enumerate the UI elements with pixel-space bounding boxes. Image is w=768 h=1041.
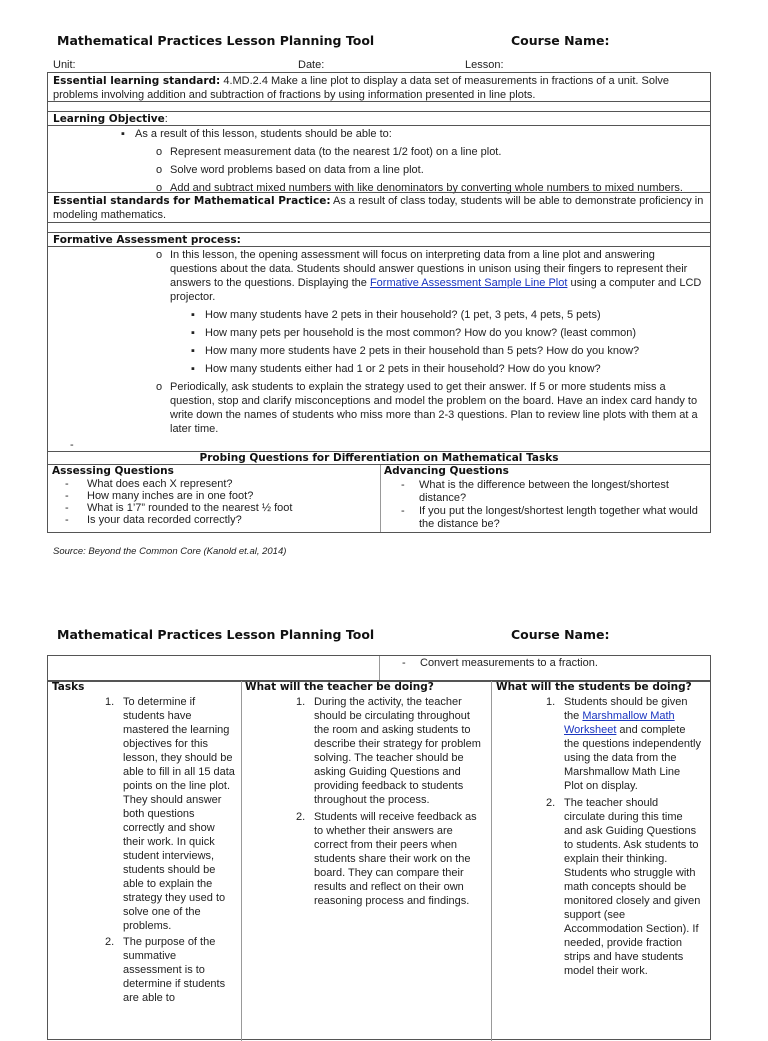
formative-text: using a computer and LCD projector. xyxy=(170,277,702,303)
formative-text: Periodically, ask students to explain the strategy used to get their answer. If 5 or more students miss a question, stop and clarify misconceptions and model the problem on the board. Have an index card handy to write down the names of students who miss more than 2-3 questions. Plan to review line plots with them at a later time. xyxy=(170,381,698,435)
practice-label: Essential standards for Mathematical Practice: xyxy=(53,195,331,207)
formative-label: Formative Assessment process: xyxy=(53,234,241,246)
students-text: and complete the questions independently using the data from the Marshmallow Math Line Plot on display. xyxy=(564,724,701,792)
advancing-column xyxy=(384,465,708,531)
objective-text: Represent measurement data (to the nearest 1/2 foot) on a line plot. xyxy=(170,146,502,158)
advancing-label: Advancing Questions xyxy=(384,465,509,477)
objective-colon: : xyxy=(164,113,168,125)
assessing-item: - How many inches are in one foot? xyxy=(65,490,254,502)
tasks-label: Tasks xyxy=(52,681,85,693)
objective-text: Solve word problems based on data from a line plot. xyxy=(170,164,424,176)
students-text: The teacher should circulate during this time and ask Guiding Questions to students. Ask students to explain their thinking. Students who struggle with math concepts should be monitored closely and given support (see Accommodation Section). If needed, provide fraction strips and have students model their work. xyxy=(564,797,701,977)
objective-intro-text: As a result of this lesson, students should be able to: xyxy=(135,128,392,140)
teacher-item: 1. During the activity, the teacher should be circulating throughout the room and asking students to describe their strategy for problem solving. The teacher should be asking Guiding Questions and providing feedback to students throughout the process. xyxy=(296,696,481,806)
advancing-item: - What is the difference between the longest/shortest distance? xyxy=(401,479,669,504)
standard-label: Essential learning standard: xyxy=(53,75,221,87)
learning-objectives xyxy=(47,125,711,193)
tasks-column xyxy=(48,681,242,1041)
bullet-icon: ▪ xyxy=(191,363,195,375)
question-text: How many more students have 2 pets in their household than 5 pets? How do you know? xyxy=(205,345,640,357)
objective-item xyxy=(156,145,710,159)
page-title: Mathematical Practices Lesson Planning Tool xyxy=(57,627,375,642)
column-divider xyxy=(379,656,380,681)
objective-intro xyxy=(121,127,710,141)
marshmallow-worksheet-link[interactable]: Marshmallow Math Worksheet xyxy=(564,710,675,736)
objective-text: Add and subtract mixed numbers with like denominators by converting whole numbers to mixed numbers. xyxy=(170,182,683,194)
formative-sample-link[interactable]: Formative Assessment Sample Line Plot xyxy=(369,277,568,289)
circle-bullet-icon: o xyxy=(156,381,163,393)
question-item xyxy=(191,326,702,340)
standard-text: 4.MD.2.4 Make a line plot to display a data set of measurements in fractions of a unit. Solve problems involving addition and subtraction of fractions by using information presented in line plots. xyxy=(53,75,670,101)
probing-questions xyxy=(47,464,711,533)
probing-title: Probing Questions for Differentiation on Mathematical Tasks xyxy=(199,452,559,464)
students-column xyxy=(492,681,710,978)
empty-dash-item: - xyxy=(70,439,74,451)
question-item xyxy=(191,308,702,322)
teacher-text: During the activity, the teacher should be circulating throughout the room and asking students to describe their strategy for problem solving. The teacher should be asking Guiding Questions and providing feedback to students throughout the process. xyxy=(314,696,481,806)
practice-text: As a result of class today, students will be able to demonstrate proficiency in modeling mathematics. xyxy=(53,195,704,221)
essential-learning-standard xyxy=(47,72,711,102)
circle-bullet-icon: o xyxy=(156,146,163,158)
bullet-icon: ▪ xyxy=(191,327,195,339)
probing-header xyxy=(47,451,711,465)
advancing-text: If you put the longest/shortest length together what would the distance be? xyxy=(419,505,698,530)
assessing-text: What does each X represent? xyxy=(87,478,233,490)
date-label: Date: xyxy=(298,59,325,71)
course-name-label: Course Name: xyxy=(511,33,610,48)
page-title: Mathematical Practices Lesson Planning Tool xyxy=(57,33,375,48)
mathematical-practice-standards xyxy=(47,192,711,223)
bullet-icon: ▪ xyxy=(191,345,195,357)
objective-item xyxy=(156,163,710,177)
tasks-table xyxy=(47,680,711,1040)
teacher-item: 2. Students will receive feedback as to whether their answers are correct from their peers when students share their work on the board. They can compare their results and reflect on their own reasoning process and findings. xyxy=(296,811,477,907)
students-item: 1. Students should be given the Marshmallow Math Worksheet and complete the questions independently using the data from the Marshmallow Math Line Plot on display. xyxy=(546,696,701,792)
task-text: The purpose of the summative assessment is to determine if students are able to xyxy=(123,936,226,1004)
assessing-item: - What does each X represent? xyxy=(65,478,233,490)
continued-row xyxy=(47,655,711,682)
assessing-text: Is your data recorded correctly? xyxy=(87,514,242,526)
continued-text: Convert measurements to a fraction. xyxy=(420,657,598,669)
question-item xyxy=(191,344,702,358)
assessing-column xyxy=(48,465,381,532)
advancing-item: - If you put the longest/shortest length together what would the distance be? xyxy=(401,505,698,530)
formative-content xyxy=(47,246,711,452)
teacher-column xyxy=(241,681,492,1041)
bullet-icon: ▪ xyxy=(121,128,125,140)
assessing-label: Assessing Questions xyxy=(52,465,174,477)
task-text: To determine if students have mastered the learning objectives for this lesson, they should be able to fill in all 15 data points on the line plot. They should answer both questions correctly and show their work. In quick student interviews, students should be able to explain the strategy they used to solve one of the problems. xyxy=(123,696,235,932)
teacher-text: Students will receive feedback as to whether their answers are correct from their peers when students share their work on the board. They can compare their results and reflect on their own reasoning process and findings. xyxy=(314,811,477,907)
question-text: How many students have 2 pets in their household? (1 pet, 3 pets, 4 pets, 5 pets) xyxy=(205,309,601,321)
circle-bullet-icon: o xyxy=(156,182,163,194)
assessing-text: How many inches are in one foot? xyxy=(87,490,254,502)
bullet-icon: ▪ xyxy=(191,309,195,321)
students-item: 2. The teacher should circulate during this time and ask Guiding Questions to students. Ask students to explain their thinking. Students who struggle with math concepts should be monitored closely and given support (see Accommodation Section). If needed, provide fraction strips and have students model their work. xyxy=(546,797,701,977)
course-name-label: Course Name: xyxy=(511,627,610,642)
formative-header xyxy=(47,232,711,247)
teacher-label: What will the teacher be doing? xyxy=(245,681,434,693)
task-item: 2. The purpose of the summative assessment is to determine if students are able to xyxy=(105,936,226,1004)
learning-objective-header xyxy=(47,111,711,126)
assessing-text: What is 1’7” rounded to the nearest ½ foot xyxy=(87,502,293,514)
lesson-label: Lesson: xyxy=(465,59,504,71)
assessing-item: - Is your data recorded correctly? xyxy=(65,514,242,526)
advancing-text: What is the difference between the longest/shortest distance? xyxy=(419,479,669,504)
circle-bullet-icon: o xyxy=(156,249,163,261)
question-text: How many students either had 1 or 2 pets in their household? How do you know? xyxy=(205,363,601,375)
unit-label: Unit: xyxy=(53,59,76,71)
question-item xyxy=(191,362,702,376)
formative-paragraph xyxy=(156,380,702,436)
formative-paragraph xyxy=(156,248,702,304)
source-citation: Source: Beyond the Common Core (Kanold et.al, 2014) xyxy=(53,546,287,557)
task-item: 1. To determine if students have mastered the learning objectives for this lesson, they should be able to fill in all 15 data points on the line plot. They should answer both questions correctly and show their work. In quick student interviews, students should be able to explain the strategy they used to solve one of the problems. xyxy=(105,696,235,932)
students-text: Students should be given the xyxy=(564,696,688,722)
objective-label: Learning Objective xyxy=(53,113,165,125)
circle-bullet-icon: o xyxy=(156,164,163,176)
continued-item: - Convert measurements to a fraction. xyxy=(402,657,598,669)
question-text: How many pets per household is the most common? How do you know? (least common) xyxy=(205,327,637,339)
assessing-item: - What is 1’7” rounded to the nearest ½ foot xyxy=(65,502,293,514)
formative-text: In this lesson, the opening assessment will focus on interpreting data from a line plot and answering questions about the data. Students should answer questions in unison using their fingers to represent their answers to the questions. Displaying the xyxy=(170,249,688,289)
students-label: What will the students be doing? xyxy=(496,681,692,693)
